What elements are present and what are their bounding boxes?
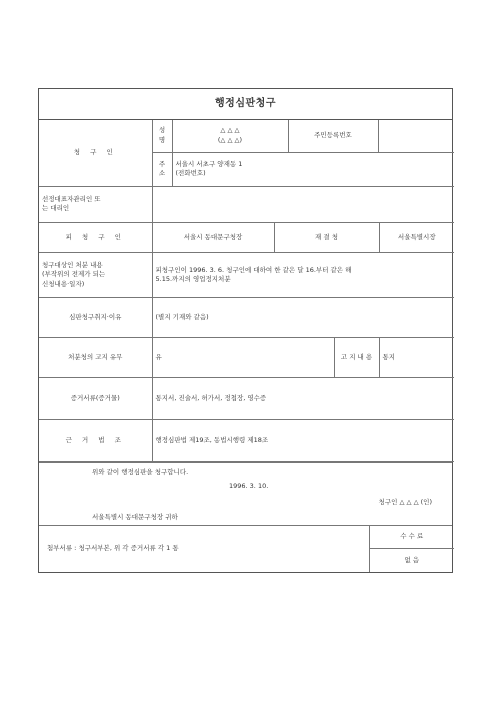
purpose-label: 심판청구취지·이유 [39,298,152,338]
address-label: 주 소 [152,152,172,186]
fee-value: 없 음 [369,548,454,572]
subject-label: 청구대상인 처분 내용 (부작위의 전제가 되는 신청내용·일자) [39,253,152,298]
rrn-value [378,120,454,152]
evidence-label: 증거서류(증거물) [39,378,152,420]
notice-content-value: 통지 [379,338,454,378]
declaration-date: 1996. 3. 10. [229,482,269,490]
respondent-value: 서울시 동대문구청장 [152,223,274,253]
appeal-form [38,88,453,573]
law-label: 근 거 법 조 [39,420,152,462]
attachment-label: 첨부서류 : 청구서부본, 위 각 증거서류 각 1 통 [39,526,369,572]
claimant-address: 서울시 서초구 양재동 1 (전화번호) [172,152,454,186]
attachment-table [39,526,454,572]
purpose-value: (별지 기재와 같음) [152,298,454,338]
claimant-label: 청 구 인 [39,120,152,186]
evidence-value: 통지서, 진술서, 허가서, 정첩장, 영수증 [152,378,454,420]
form-table-top [39,120,454,223]
notice-value: 유 [152,338,334,378]
ruling-agency-label: 재 결 청 [274,223,379,253]
notice-content-label: 고 지 내 용 [334,338,379,378]
declaration-line: 위와 같이 행정심판을 청구합니다. [92,468,189,476]
claimant-name: △ △ △ (△ △ △) [172,120,288,152]
law-value: 행정심판법 제19조, 동법시행령 제18조 [152,420,454,462]
rrn-label: 주민등록번호 [288,120,378,152]
form-title: 행정심판청구 [39,89,452,120]
subject-value: 피청구인이 1996. 3. 6. 청구인에 대하여 한 같은 달 16.부터 같은 해 5.15.까지의 영업정지처분 [152,253,454,298]
declaration-signer: 청구인 △ △ △ (인) [378,498,432,506]
ruling-agency-value: 서울특별시장 [379,223,454,253]
notice-label: 처분청의 고지 유무 [39,338,152,378]
fee-label: 수 수 료 [369,526,454,548]
representative-label: 선정대표자관리인 또 는 대리인 [39,186,152,222]
representative-value [152,186,454,222]
name-label: 성 명 [152,120,172,152]
form-table-body [39,223,454,463]
declaration-block [39,462,452,526]
respondent-label: 피 청 구 인 [39,223,152,253]
declaration-addressee: 서울특별시 동대문구청장 귀하 [92,513,178,521]
